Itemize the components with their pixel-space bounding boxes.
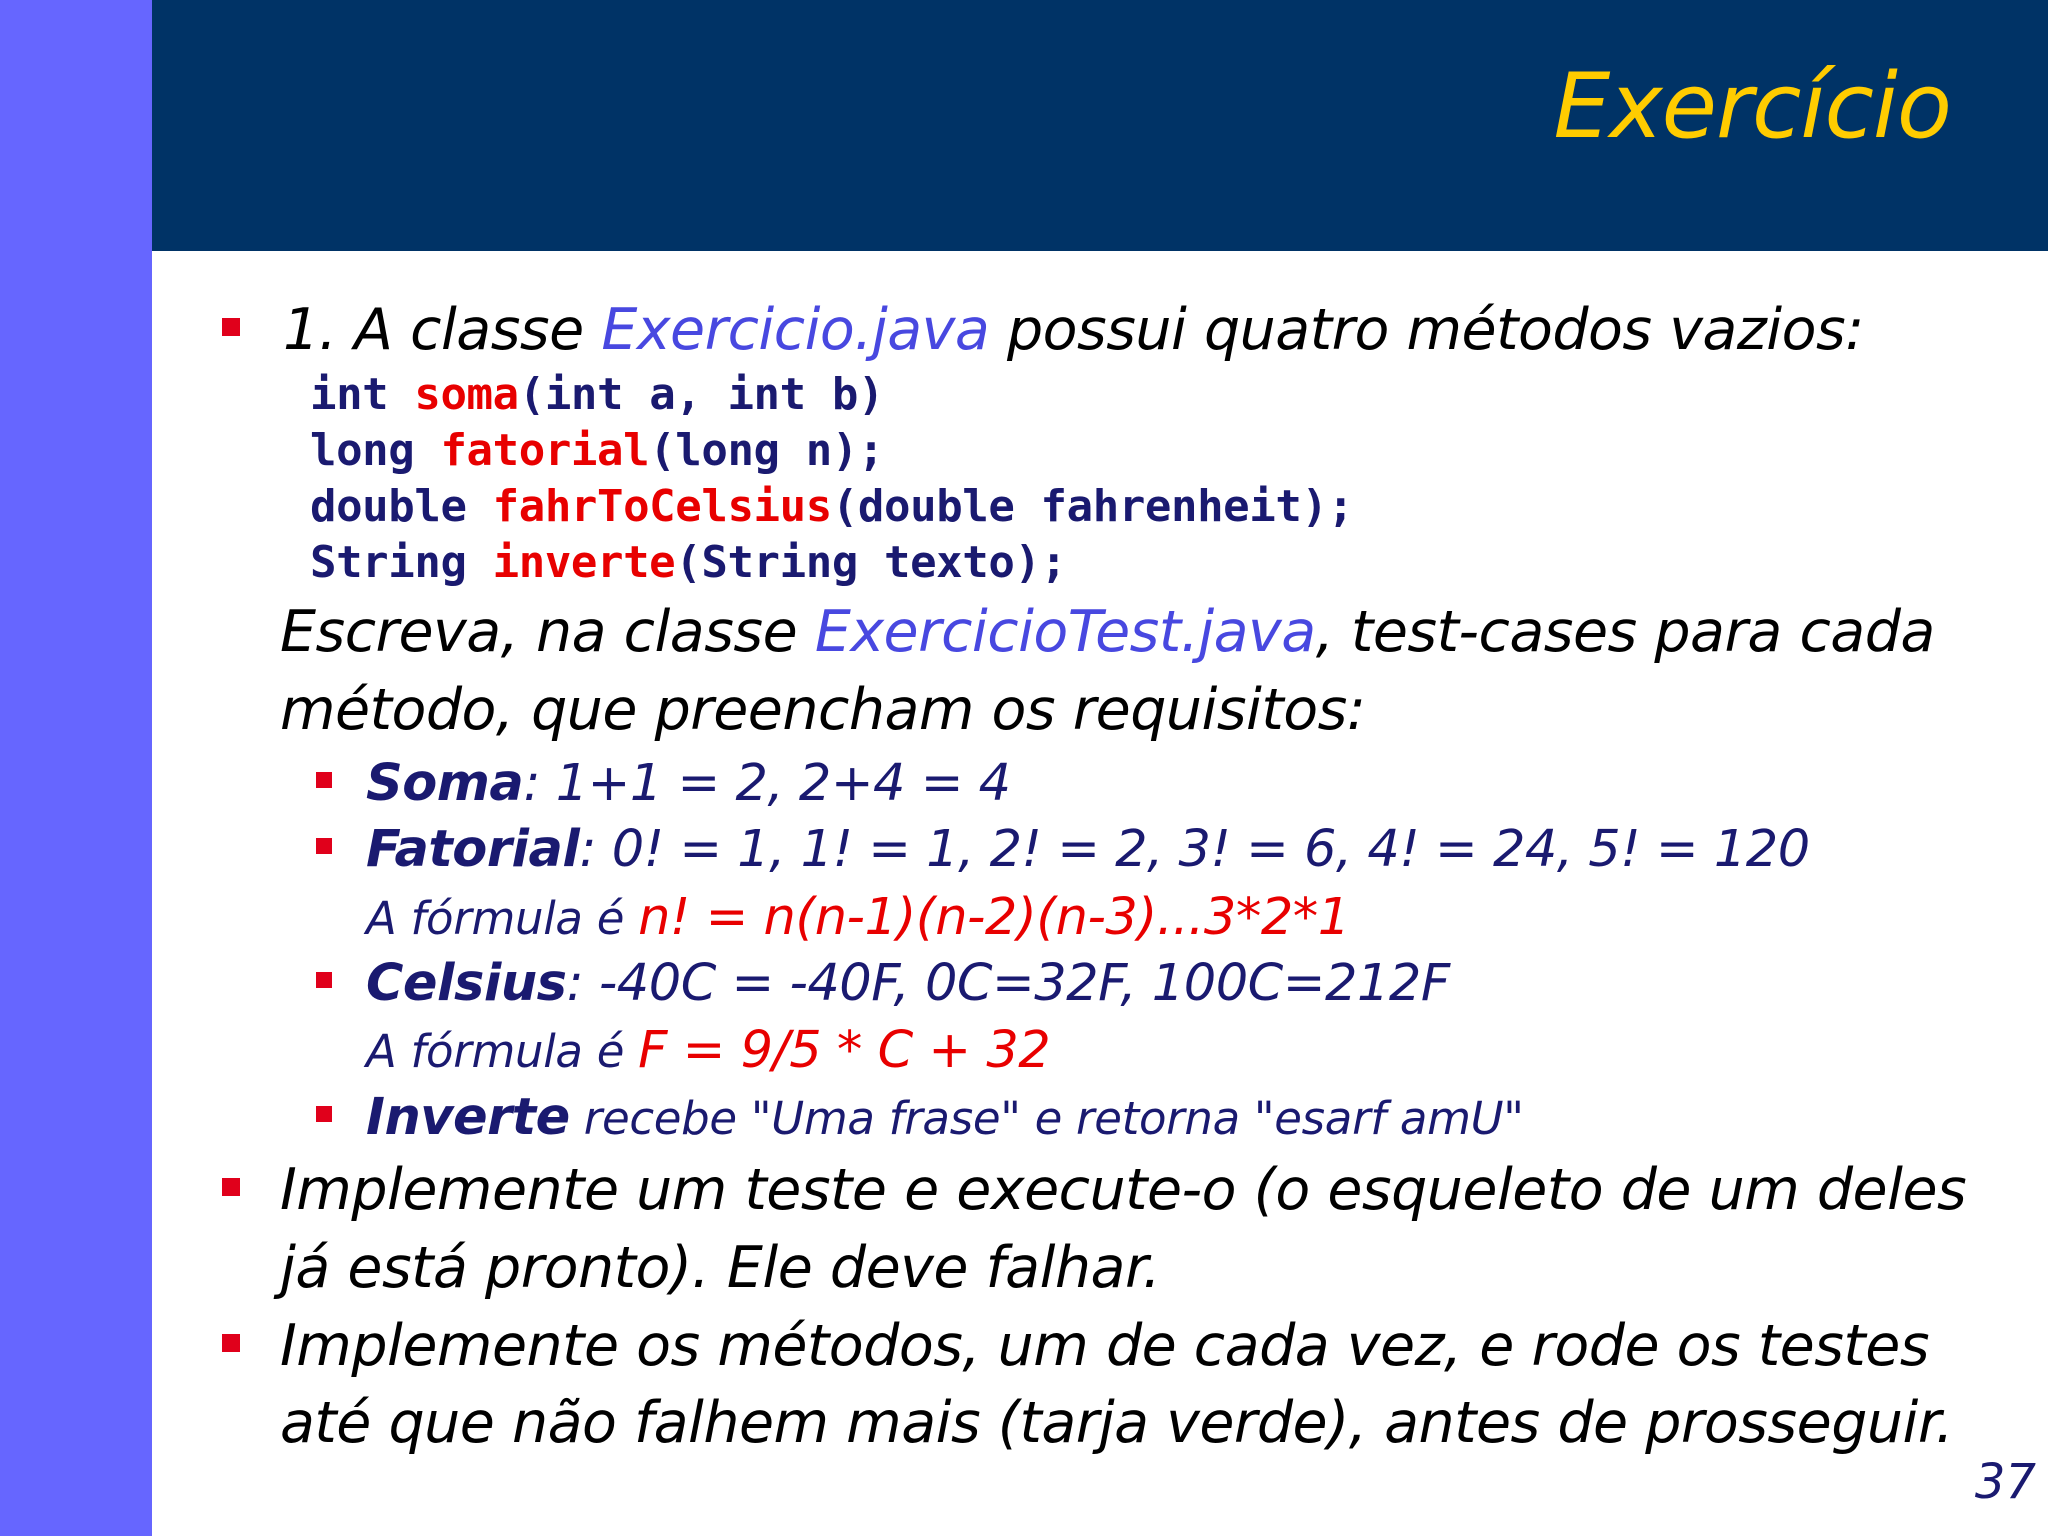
code-method-name: fahrToCelsius xyxy=(492,481,832,532)
code-params: (String texto); xyxy=(675,537,1067,588)
req-label: Inverte xyxy=(366,1088,570,1147)
code-line-fatorial xyxy=(310,425,884,476)
req-fatorial xyxy=(366,820,1810,879)
formula-prefix: A fórmula é xyxy=(366,1025,639,1078)
instructions-prefix: Escreva, na classe xyxy=(280,599,815,665)
code-line-soma xyxy=(310,369,885,420)
code-type: long xyxy=(310,425,441,476)
code-type: double xyxy=(310,481,493,532)
formula-prefix: A fórmula é xyxy=(366,892,639,945)
slide-title: Exercício xyxy=(1553,54,1951,159)
page-number: 37 xyxy=(1974,1454,2036,1510)
sub-bullet-icon xyxy=(316,772,332,788)
code-type: String xyxy=(310,537,493,588)
instructions-line-2: método, que preencham os requisitos: xyxy=(280,677,1366,743)
req-label: Celsius xyxy=(366,954,567,1013)
code-params: (int a, int b) xyxy=(518,369,885,420)
formula: n! = n(n-1)(n-2)(n-3)...3*2*1 xyxy=(638,888,1350,947)
code-method-name: inverte xyxy=(492,537,676,588)
req-celsius-formula xyxy=(366,1021,1051,1080)
item-1-prefix: 1. A classe xyxy=(283,297,602,363)
instructions-suffix: , test-cases para cada xyxy=(1315,599,1935,665)
item-2-line-2: já está pronto). Ele deve falhar. xyxy=(280,1235,1161,1301)
bullet-square-icon xyxy=(222,1178,240,1196)
code-type: int xyxy=(310,369,415,420)
item-2-line-1: Implemente um teste e execute-o (o esqueleto de um deles xyxy=(280,1157,1967,1223)
formula: F = 9/5 * C + 32 xyxy=(638,1021,1051,1080)
req-text: : 1+1 = 2, 2+4 = 4 xyxy=(523,754,1011,813)
item-1-heading xyxy=(283,297,1864,363)
code-params: (double fahrenheit); xyxy=(831,481,1354,532)
req-celsius xyxy=(366,954,1450,1013)
item-1-suffix: possui quatro métodos vazios: xyxy=(989,297,1864,363)
test-class-name: ExercicioTest.java xyxy=(814,599,1316,665)
code-method-name: soma xyxy=(414,369,519,420)
req-text: : -40C = -40F, 0C=32F, 100C=212F xyxy=(566,954,1450,1013)
bullet-square-icon xyxy=(222,1334,240,1352)
code-line-fahr xyxy=(310,481,1354,532)
bullet-square-icon xyxy=(222,318,240,336)
class-name: Exercicio.java xyxy=(601,297,990,363)
instructions-line-1 xyxy=(280,599,1935,665)
code-line-inverte xyxy=(310,537,1067,588)
req-inverte xyxy=(366,1088,1524,1147)
req-label: Fatorial xyxy=(366,820,580,879)
code-params: (long n); xyxy=(649,425,884,476)
req-fatorial-formula xyxy=(366,888,1350,947)
req-label: Soma xyxy=(366,754,524,813)
sub-bullet-icon xyxy=(316,972,332,988)
sub-bullet-icon xyxy=(316,838,332,854)
req-soma xyxy=(366,754,1011,813)
req-text: recebe "Uma frase" e retorna "esarf amU" xyxy=(569,1092,1524,1145)
req-text: : 0! = 1, 1! = 1, 2! = 2, 3! = 6, 4! = 24, 5! = 120 xyxy=(579,820,1810,879)
item-3-line-2: até que não falhem mais (tarja verde), antes de prosseguir. xyxy=(280,1390,1954,1456)
sub-bullet-icon xyxy=(316,1106,332,1122)
item-3-line-1: Implemente os métodos, um de cada vez, e rode os testes xyxy=(280,1313,1930,1379)
code-method-name: fatorial xyxy=(440,425,650,476)
